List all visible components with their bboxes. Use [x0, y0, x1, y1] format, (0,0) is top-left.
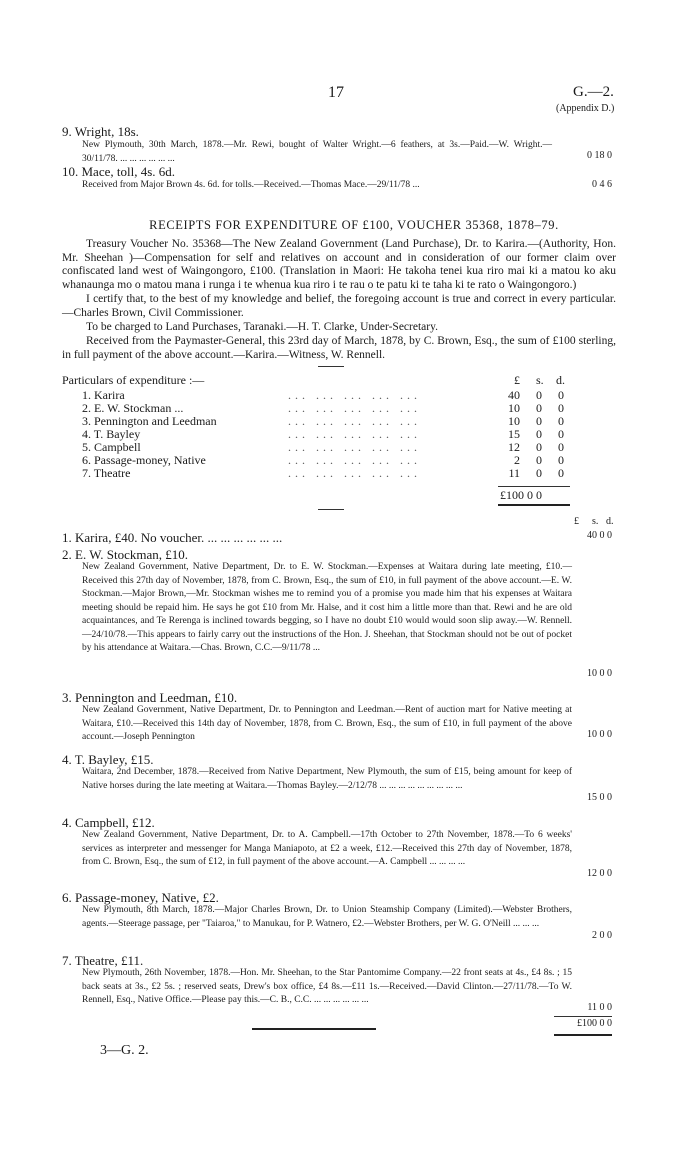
particulars-item-pounds: 10 — [508, 401, 520, 415]
particulars-item-shillings: 0 — [536, 466, 542, 480]
grand-total: £100 0 0 — [577, 1018, 612, 1029]
leader-dots: ... ... ... ... ... — [288, 466, 421, 480]
divider — [318, 366, 344, 367]
detail-title: 4. T. Bayley, £15. — [62, 752, 154, 767]
particulars-item-pence: 0 — [558, 427, 564, 441]
page-footer: 3—G. 2. — [100, 1043, 149, 1058]
charge-paragraph: To be charged to Land Purchases, Taranaki.—H. T. Clarke, Under-Secretary. — [86, 321, 438, 333]
grand-total-rule — [554, 1016, 612, 1017]
detail-title: 3. Pennington and Leedman, £10. — [62, 690, 238, 705]
particulars-row — [82, 401, 582, 414]
particulars-row — [82, 440, 582, 453]
detail-amount: 40 0 0 — [587, 530, 612, 541]
particulars-total: £100 0 0 — [500, 488, 542, 502]
particulars-row — [82, 466, 582, 479]
detail-amount: 10 0 0 — [587, 668, 612, 679]
detail-title: 2. E. W. Stockman, £10. — [62, 547, 189, 562]
detail-column-pence: d. — [606, 516, 614, 527]
particulars-item-name: 3. Pennington and Leedman — [82, 414, 217, 428]
particulars-item-pounds: 15 — [508, 427, 520, 441]
particulars-label: Particulars of expenditure :— — [62, 373, 205, 387]
end-rule — [252, 1028, 376, 1030]
column-pound: £ — [514, 373, 520, 387]
particulars-item-shillings: 0 — [536, 414, 542, 428]
entry-title: 9. Wright, 18s. — [62, 124, 139, 139]
detail-body: New Plymouth, 26th November, 1878.—Hon. Mr. Sheehan, to the Star Pantomime Company.—22 front seats at 4s., £4 8s. ; 15 back seats at 3s., £2 5s. ; reserved seats, Drew's box office, £4 8s.—£11 1s.—Received.—David Clinton.—27/11/78.—To W. Rennell, Esq., Native Office.—Please pay this.—C. B., C.C. ... ... ... ... ... ... — [82, 968, 572, 1005]
particulars-item-pounds: 2 — [514, 453, 520, 467]
leader-dots: ... ... ... ... ... — [288, 414, 421, 428]
detail-column-pound: £ — [574, 516, 579, 527]
particulars-item-pounds: 10 — [508, 414, 520, 428]
particulars-item-name: 1. Karira — [82, 388, 125, 402]
detail-amount: 10 0 0 — [587, 729, 612, 740]
particulars-item-shillings: 0 — [536, 427, 542, 441]
particulars-item-pence: 0 — [558, 440, 564, 454]
particulars-item-name: 6. Passage-money, Native — [82, 453, 206, 467]
detail-title: 6. Passage-money, Native, £2. — [62, 890, 219, 905]
particulars-item-pounds: 11 — [508, 466, 520, 480]
entry-amount: 0 18 0 — [587, 150, 612, 161]
certification-paragraph: I certify that, to the best of my knowledge and belief, the foregoing account is true and correct in every particular.—Charles Brown, Civil Commissioner. — [62, 293, 616, 319]
detail-body: New Zealand Government, Native Department, Dr. to Pennington and Leedman.—Rent of auction mart for Native meeting at Waitara, £10.—Received this 14th day of November, 1878, from C. Brown, Esq., the sum of £10, in full payment of the above account.—Joseph Pennington — [82, 705, 572, 742]
receipt-paragraph: Received from the Paymaster-General, this 23rd day of March, 1878, by C. Brown, Esq., the sum of £100 sterling, in full payment of the above account.—Karira.—Witness, W. Rennell. — [62, 335, 616, 361]
detail-body: Waitara, 2nd December, 1878.—Received from Native Department, New Plymouth, the sum of £15, being amount for keep of Native horses during the late meeting at Waitara.—Thomas Bayley.—2/12/78 ... ... ... ... ... ... ... ... ... — [82, 767, 572, 791]
column-pence: d. — [556, 373, 565, 387]
leader-dots: ... ... ... ... ... — [288, 388, 421, 402]
detail-body: New Zealand Government, Native Department, Dr. to E. W. Stockman.—Expenses at Waitara during late meeting, £10.—Received this 27th day of November, 1878, from C. Brown, Esq., the sum of £10, in full payment of the above account.—E. W. Stockman.—Major Brown,—Mr. Stockman wishes me to remind you of a promise you made him that his expenses at Waitara meeting should be repaid him. He says he got £10 from Mr. Halse, and it cost him a little more than that. Rewi and he are old acquaintances, and Te Rerenga is inclined towards begging, so I have no doubt £10 would would soon slip away.—W. Rennell.—24/10/78.—This appears to fairly carry out the instructions of the Hon. J. Sheehan, that Stockman should not be out of pocket by his attendance at Waitara.—Chas. Brown, C.C.—9/11/78 ... — [82, 562, 572, 653]
particulars-item-pence: 0 — [558, 388, 564, 402]
particulars-item-shillings: 0 — [536, 453, 542, 467]
particulars-item-pence: 0 — [558, 401, 564, 415]
detail-amount: 12 0 0 — [587, 868, 612, 879]
particulars-item-name: 7. Theatre — [82, 466, 131, 480]
particulars-item-shillings: 0 — [536, 401, 542, 415]
detail-column-shillings: s. — [592, 516, 599, 527]
page-number: 17 — [328, 84, 344, 101]
particulars-item-pence: 0 — [558, 466, 564, 480]
leader-dots: ... ... ... ... ... — [288, 401, 421, 415]
section-title: RECEIPTS FOR EXPENDITURE OF £100, VOUCHER 35368, 1878–79. — [149, 218, 559, 232]
particulars-row — [82, 388, 582, 401]
column-shillings: s. — [536, 373, 544, 387]
particulars-row — [82, 427, 582, 440]
detail-title: 7. Theatre, £11. — [62, 953, 144, 968]
particulars-item-pence: 0 — [558, 453, 564, 467]
particulars-item-pounds: 12 — [508, 440, 520, 454]
detail-amount: 15 0 0 — [587, 792, 612, 803]
leader-dots: ... ... ... ... ... — [288, 453, 421, 467]
entry-body: New Plymouth, 30th March, 1878.—Mr. Rewi, bought of Walter Wright.—6 feathers, at 3s.—Paid.—W. Wright.—30/11/78. ... ... ... ... ... ... — [82, 140, 552, 164]
particulars-item-name: 4. T. Bayley — [82, 427, 141, 441]
detail-amount: 11 0 0 — [587, 1002, 612, 1013]
particulars-item-pounds: 40 — [508, 388, 520, 402]
detail-amount: 2 0 0 — [592, 930, 612, 941]
divider — [318, 509, 344, 510]
total-double-rule — [498, 504, 570, 506]
voucher-paragraph: Treasury Voucher No. 35368—The New Zealand Government (Land Purchase), Dr. to Karira.—(Authority, Hon. Mr. Sheehan )—Compensation for self and relatives on account and in consideration of our former claim over confiscated land west of Waingongoro, £100. (Translation in Maori: He takoha tenei kua riro mai ki a matou ko aku whanaunga mo o matou mana i runga i te whenua kua riro i te rau o te patu ki te taha ki te rato o Waingongoro.) — [62, 238, 616, 291]
entry-body: Received from Major Brown 4s. 6d. for tolls.—Received.—Thomas Mace.—29/11/78 ... — [82, 180, 420, 190]
detail-title: 1. Karira, £40. No voucher. ... ... ... ... ... ... — [62, 530, 283, 545]
leader-dots: ... ... ... ... ... — [288, 440, 421, 454]
entry-title: 10. Mace, toll, 4s. 6d. — [62, 164, 176, 179]
leader-dots: ... ... ... ... ... — [288, 427, 421, 441]
grand-total-double-rule — [554, 1034, 612, 1036]
particulars-row — [82, 414, 582, 427]
total-rule — [498, 486, 570, 487]
detail-body: New Zealand Government, Native Department, Dr. to A. Campbell.—17th October to 27th November, 1878.—To 6 weeks' services as interpreter and messenger for Manga Maniapoto, at £2 a week, £12.—Received this 27th day of November, 1878, from C. Brown, Esq., the sum of £12, in full payment of the above account.—A. Campbell ... ... ... ... — [82, 830, 572, 867]
entry-amount: 0 4 6 — [592, 179, 612, 190]
particulars-item-pence: 0 — [558, 414, 564, 428]
document-reference: G.—2. — [573, 84, 614, 100]
detail-body: New Plymouth, 8th March, 1878.—Major Charles Brown, Dr. to Union Steamship Company (Limited).—Webster Brothers, agents.—Steerage passage, per "Taiaroa," to Manukau, for P. Watnero, £2.—Webster Brothers, per W. G. O'Neill ... ... ... — [82, 905, 572, 929]
particulars-item-name: 2. E. W. Stockman ... — [82, 401, 184, 415]
particulars-row — [82, 453, 582, 466]
particulars-item-name: 5. Campbell — [82, 440, 141, 454]
particulars-item-shillings: 0 — [536, 388, 542, 402]
detail-title: 4. Campbell, £12. — [62, 815, 155, 830]
particulars-item-shillings: 0 — [536, 440, 542, 454]
appendix-label: (Appendix D.) — [556, 103, 615, 114]
